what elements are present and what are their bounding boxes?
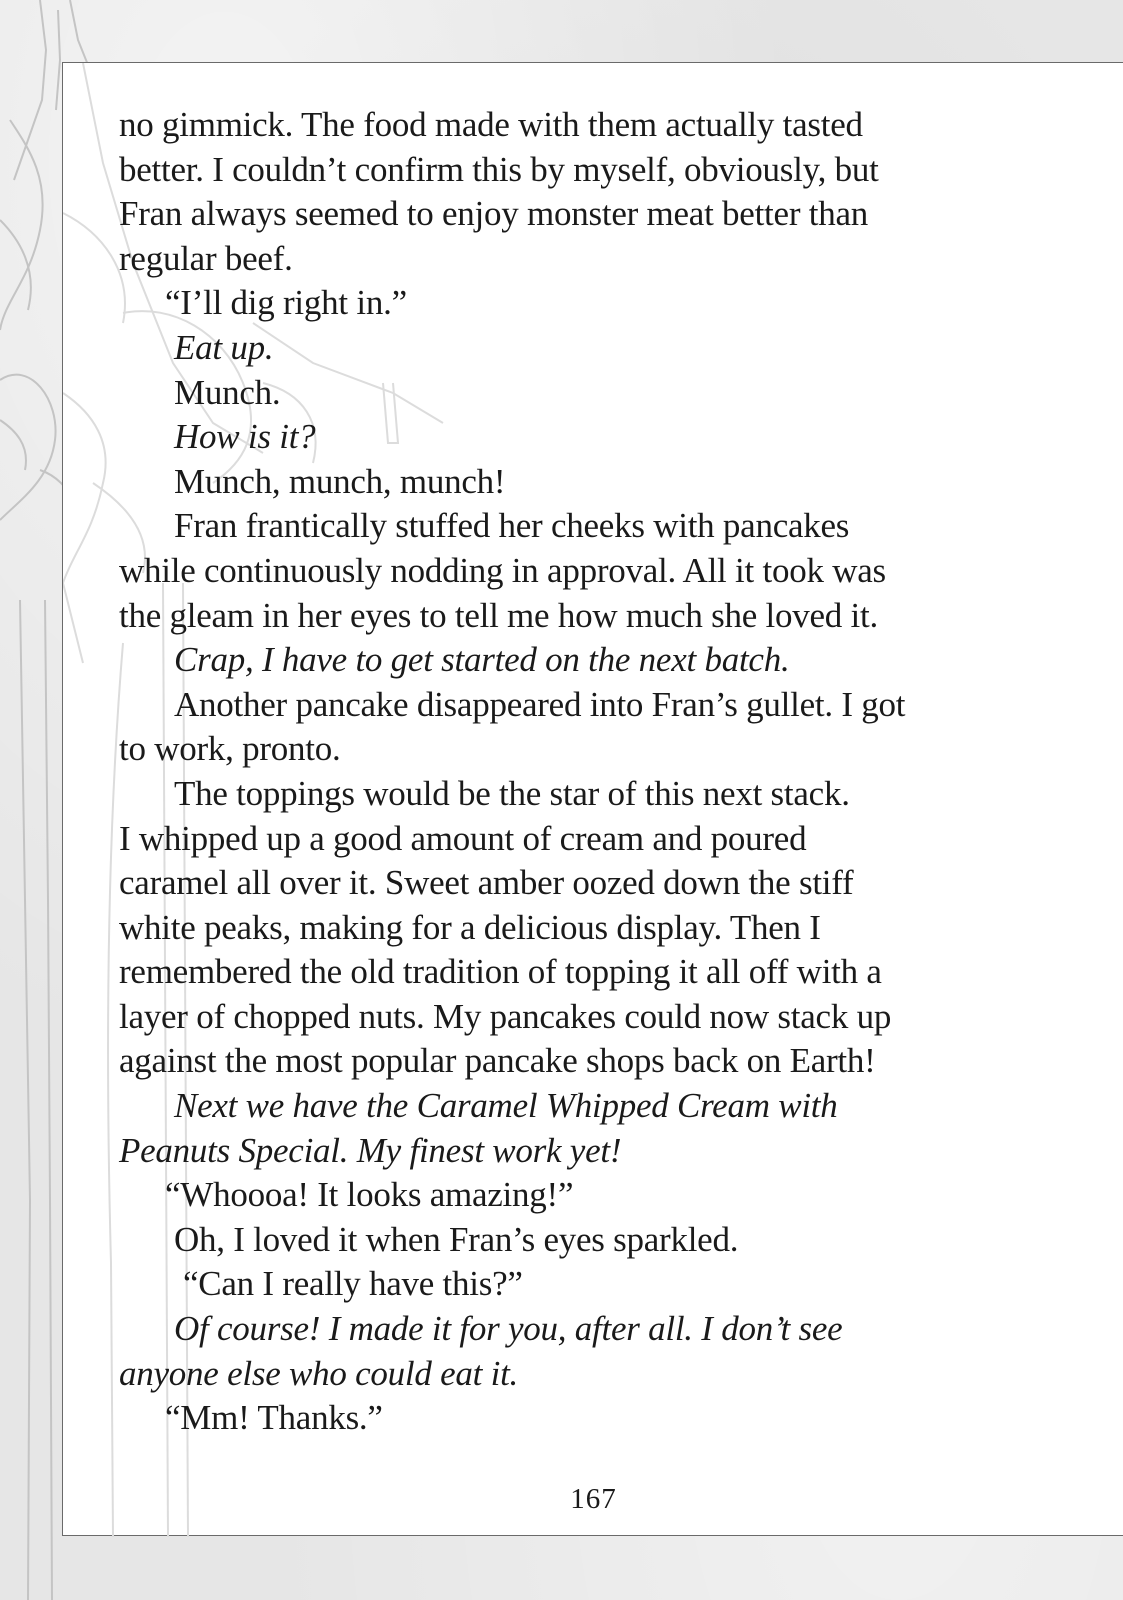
text-line: better. I couldn’t confirm this by myself, obviously, but xyxy=(119,149,879,189)
thought-line: Next we have the Caramel Whipped Cream with xyxy=(174,1086,838,1126)
text-line: I whipped up a good amount of cream and poured xyxy=(119,818,807,858)
text-line: the gleam in her eyes to tell me how much she loved it. xyxy=(119,595,878,635)
text-line: no gimmick. The food made with them actually tasted xyxy=(119,105,863,144)
text-line: to work, pronto. xyxy=(119,729,341,769)
text-line: layer of chopped nuts. My pancakes could now stack up xyxy=(119,996,892,1036)
body-text xyxy=(119,103,1049,1441)
page-number: 167 xyxy=(570,1483,617,1515)
text-line: Munch. xyxy=(174,372,281,412)
text-line: while continuously nodding in approval. All it took was xyxy=(119,550,886,590)
thought-line: Of course! I made it for you, after all. I don’t see xyxy=(174,1309,843,1349)
text-line: The toppings would be the star of this next stack. xyxy=(174,773,850,813)
thought-line: Peanuts Special. My finest work yet! xyxy=(119,1130,622,1170)
text-line: Fran always seemed to enjoy monster meat better than xyxy=(119,194,868,234)
thought-line: anyone else who could eat it. xyxy=(119,1353,519,1393)
thought-line: Crap, I have to get started on the next batch. xyxy=(174,640,790,680)
text-line: remembered the old tradition of topping it all off with a xyxy=(119,952,882,992)
text-line: caramel all over it. Sweet amber oozed down the stiff xyxy=(119,863,854,903)
dialogue-line: “I’ll dig right in.” xyxy=(165,283,407,323)
page-panel xyxy=(62,62,1123,1536)
text-line: Munch, munch, munch! xyxy=(174,461,506,501)
dialogue-line: “Whoooa! It looks amazing!” xyxy=(165,1175,574,1215)
text-line: regular beef. xyxy=(119,238,293,278)
dialogue-line: “Can I really have this?” xyxy=(183,1264,523,1304)
text-line: Oh, I loved it when Fran’s eyes sparkled. xyxy=(174,1219,739,1259)
text-line: Another pancake disappeared into Fran’s gullet. I got xyxy=(174,684,906,724)
text-line: white peaks, making for a delicious display. Then I xyxy=(119,907,821,947)
dialogue-line: “Mm! Thanks.” xyxy=(165,1398,383,1438)
text-line: against the most popular pancake shops back on Earth! xyxy=(119,1041,876,1081)
thought-line: How is it? xyxy=(174,417,316,457)
thought-line: Eat up. xyxy=(174,327,274,367)
text-line: Fran frantically stuffed her cheeks with pancakes xyxy=(174,506,850,546)
